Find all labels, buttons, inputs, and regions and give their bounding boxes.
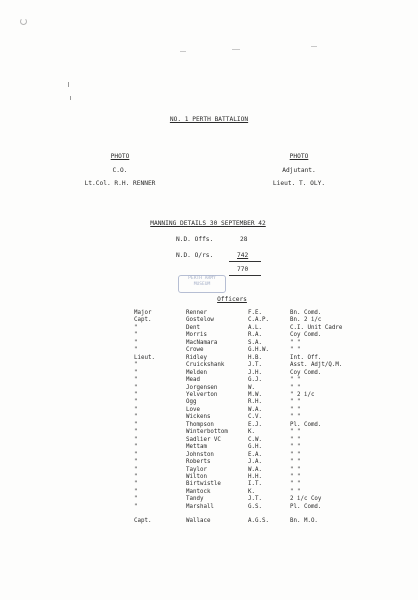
officer-initials: H.B. [248, 354, 262, 361]
officer-name: Love [186, 406, 200, 413]
officer-row [134, 459, 370, 466]
officer-appointment: Bn. Comd. [290, 310, 322, 316]
officer-initials: F.E. [248, 310, 262, 316]
officer-rank: " [134, 503, 138, 510]
officer-initials: M.W. [248, 391, 262, 398]
officer-name: Ogg [186, 399, 197, 406]
officer-row [134, 504, 370, 511]
scan-mark [311, 46, 317, 47]
officer-initials: R.H. [248, 399, 262, 406]
officer-name: Renner [186, 310, 207, 316]
officer-rank: Capt. [134, 518, 152, 525]
manning-title: MANNING DETAILS 30 SEPTEMBER 42 [150, 220, 266, 227]
officer-rank: " [134, 488, 138, 495]
scan-mark [232, 49, 240, 50]
scan-mark [180, 51, 186, 52]
officer-name: Wilton [186, 473, 207, 480]
officer-rank: " [134, 444, 138, 451]
officer-name: Thompson [186, 421, 214, 428]
co-photo-label: PHOTO [110, 153, 130, 160]
officer-rank: Lieut. [134, 354, 155, 361]
officer-initials: C.W. [248, 436, 262, 443]
adjutant-name: Lieut. T. OLY. [272, 180, 326, 187]
officer-initials: I.T. [248, 481, 262, 488]
officer-initials: G.S. [248, 503, 262, 510]
officer-rank: " [134, 406, 138, 413]
officer-initials: J.A. [248, 459, 262, 466]
officer-rank: " [134, 332, 138, 339]
officer-name: Sadlier VC [186, 436, 221, 443]
officer-appointment: Int. Off. [290, 354, 322, 361]
total-underline [229, 275, 261, 276]
adjutant-role: Adjutant. [282, 167, 316, 174]
officer-appointment: 2 i/c Coy [290, 496, 322, 503]
officer-initials: A.G.S. [248, 518, 269, 525]
punch-mark [20, 18, 27, 25]
officer-row [134, 437, 370, 444]
officer-name: Jorgensen [186, 384, 218, 391]
total-rule [229, 261, 261, 262]
officer-appointment: Coy Comd. [290, 369, 322, 376]
stamp-line: PERTH ARMY [188, 276, 216, 281]
officer-row [134, 377, 370, 384]
officer-initials: W.A. [248, 406, 262, 413]
officer-rank: " [134, 473, 138, 480]
officer-row [134, 496, 370, 503]
officer-name: Tandy [186, 496, 204, 503]
manning-ors-value: 742 [237, 252, 249, 259]
officer-row [134, 444, 370, 451]
officer-row [134, 332, 370, 339]
officer-name: Mantock [186, 488, 211, 495]
co-name: Lt.Col. R.H. RENNER [84, 180, 156, 187]
officer-name: Birtwistle [186, 481, 221, 488]
officer-appointment: " " [290, 339, 301, 346]
officer-appointment: " " [290, 466, 301, 473]
manning-officers-label: N.D. Offs. [176, 236, 214, 243]
officer-initials: E.A. [248, 451, 262, 458]
officer-appointment: Pl. Comd. [290, 421, 322, 428]
officers-title: Officers [217, 296, 247, 303]
officer-initials: J.H. [248, 369, 262, 376]
officer-rank: " [134, 496, 138, 503]
officer-rank: " [134, 436, 138, 443]
officer-name: Wallace [186, 518, 211, 525]
officer-name: Johnston [186, 451, 214, 458]
officer-rank: " [134, 391, 138, 398]
officer-name: Taylor [186, 466, 207, 473]
officer-initials: K. [248, 488, 255, 495]
officer-row [134, 317, 370, 324]
officer-row [134, 392, 370, 399]
officer-row [134, 422, 370, 429]
officer-rank: " [134, 362, 138, 369]
officer-row [134, 325, 370, 332]
officer-name: Cruickshank [186, 362, 225, 369]
officers-table [134, 310, 370, 526]
officer-row [134, 340, 370, 347]
officer-row [134, 414, 370, 421]
table-spacer [134, 511, 370, 518]
officer-row [134, 407, 370, 414]
officer-rank: " [134, 377, 138, 384]
officer-row [134, 429, 370, 436]
officer-initials: H.H. [248, 473, 262, 480]
officer-initials: J.T. [248, 362, 262, 369]
officer-initials: C.V. [248, 414, 262, 421]
officer-appointment: " " [290, 444, 301, 451]
officer-name: Yelverton [186, 391, 218, 398]
officer-name: Wickens [186, 414, 211, 421]
stamp-line: MUSEUM [193, 281, 211, 287]
officer-name: Morris [186, 332, 207, 339]
officer-appointment: " " [290, 399, 301, 406]
officer-row [134, 347, 370, 354]
officer-rank: " [134, 347, 138, 354]
officer-row [134, 310, 370, 317]
officer-rank: " [134, 466, 138, 473]
officer-appointment: Pl. Comd. [290, 503, 322, 510]
officer-rank: " [134, 369, 138, 376]
officer-initials: G.H. [248, 444, 262, 451]
officer-initials: W. [248, 384, 255, 391]
officer-appointment: Coy Comd. [290, 332, 322, 339]
officer-row-last [134, 518, 370, 525]
officer-initials: W.A. [248, 466, 262, 473]
officer-row [134, 362, 370, 369]
officer-row [134, 467, 370, 474]
officer-rank: " [134, 421, 138, 428]
officer-appointment: " " [290, 459, 301, 466]
officer-rank: Capt. [134, 317, 152, 324]
officer-rank: " [134, 481, 138, 488]
officer-appointment: " " [290, 414, 301, 421]
officer-rank: " [134, 339, 138, 346]
officer-initials: A.L. [248, 324, 262, 331]
officer-appointment: " " [290, 451, 301, 458]
officer-appointment: " " [290, 436, 301, 443]
officer-name: Mettam [186, 444, 207, 451]
officer-name: Roberts [186, 459, 211, 466]
officer-appointment: " " [290, 473, 301, 480]
officer-rank: " [134, 399, 138, 406]
officer-row [134, 452, 370, 459]
officer-initials: C.A.P. [248, 317, 269, 324]
officer-name: Ridley [186, 354, 207, 361]
officer-rank: " [134, 451, 138, 458]
officer-appointment: " 2 i/c [290, 391, 315, 398]
officer-name: Melden [186, 369, 207, 376]
officer-name: Crowe [186, 347, 204, 354]
officer-initials: G.J. [248, 377, 262, 384]
officer-name: MacNamara [186, 339, 218, 346]
officer-rank: " [134, 414, 138, 421]
officer-name: Winterbottom [186, 429, 228, 436]
officer-appointment: C.I. Unit Cadre [290, 324, 343, 331]
officer-initials: R.A. [248, 332, 262, 339]
officer-name: Dent [186, 324, 200, 331]
officer-row [134, 474, 370, 481]
officer-appointment: " " [290, 429, 301, 436]
officer-rank: " [134, 324, 138, 331]
scan-mark [68, 82, 69, 87]
museum-stamp [178, 275, 226, 293]
officer-appointment: Asst. Adjt/Q.M. [290, 362, 343, 369]
officer-name: Marshall [186, 503, 214, 510]
officer-name: Gostelow [186, 317, 214, 324]
officer-appointment: " " [290, 406, 301, 413]
officer-row [134, 370, 370, 377]
officer-initials: K. [248, 429, 255, 436]
co-role: C.O. [112, 167, 128, 174]
officer-row [134, 399, 370, 406]
manning-ors-label: N.D. O/rs. [176, 252, 214, 259]
officer-appointment: " " [290, 347, 301, 354]
adjutant-photo-label: PHOTO [289, 153, 309, 160]
scan-mark [70, 96, 71, 100]
officer-rank: " [134, 459, 138, 466]
officer-appointment: " " [290, 377, 301, 384]
battalion-heading: NO. 1 PERTH BATTALION [169, 116, 249, 123]
officer-row [134, 355, 370, 362]
officer-rank: " [134, 384, 138, 391]
officer-appointment: " " [290, 384, 301, 391]
officer-row [134, 489, 370, 496]
officer-initials: S.A. [248, 339, 262, 346]
officer-appointment: " " [290, 488, 301, 495]
officer-row [134, 481, 370, 488]
officer-initials: G.H.W. [248, 347, 269, 354]
officer-initials: E.J. [248, 421, 262, 428]
officer-appointment: " " [290, 481, 301, 488]
officer-rank: Major [134, 310, 152, 316]
manning-officers-value: 28 [240, 236, 248, 243]
officer-row [134, 385, 370, 392]
officer-appointment: Bn. M.O. [290, 518, 318, 525]
manning-total: 770 [237, 266, 249, 273]
officer-name: Mead [186, 377, 200, 384]
officer-rank: " [134, 429, 138, 436]
officer-appointment: Bn. 2 i/c [290, 317, 322, 324]
officer-initials: J.T. [248, 496, 262, 503]
